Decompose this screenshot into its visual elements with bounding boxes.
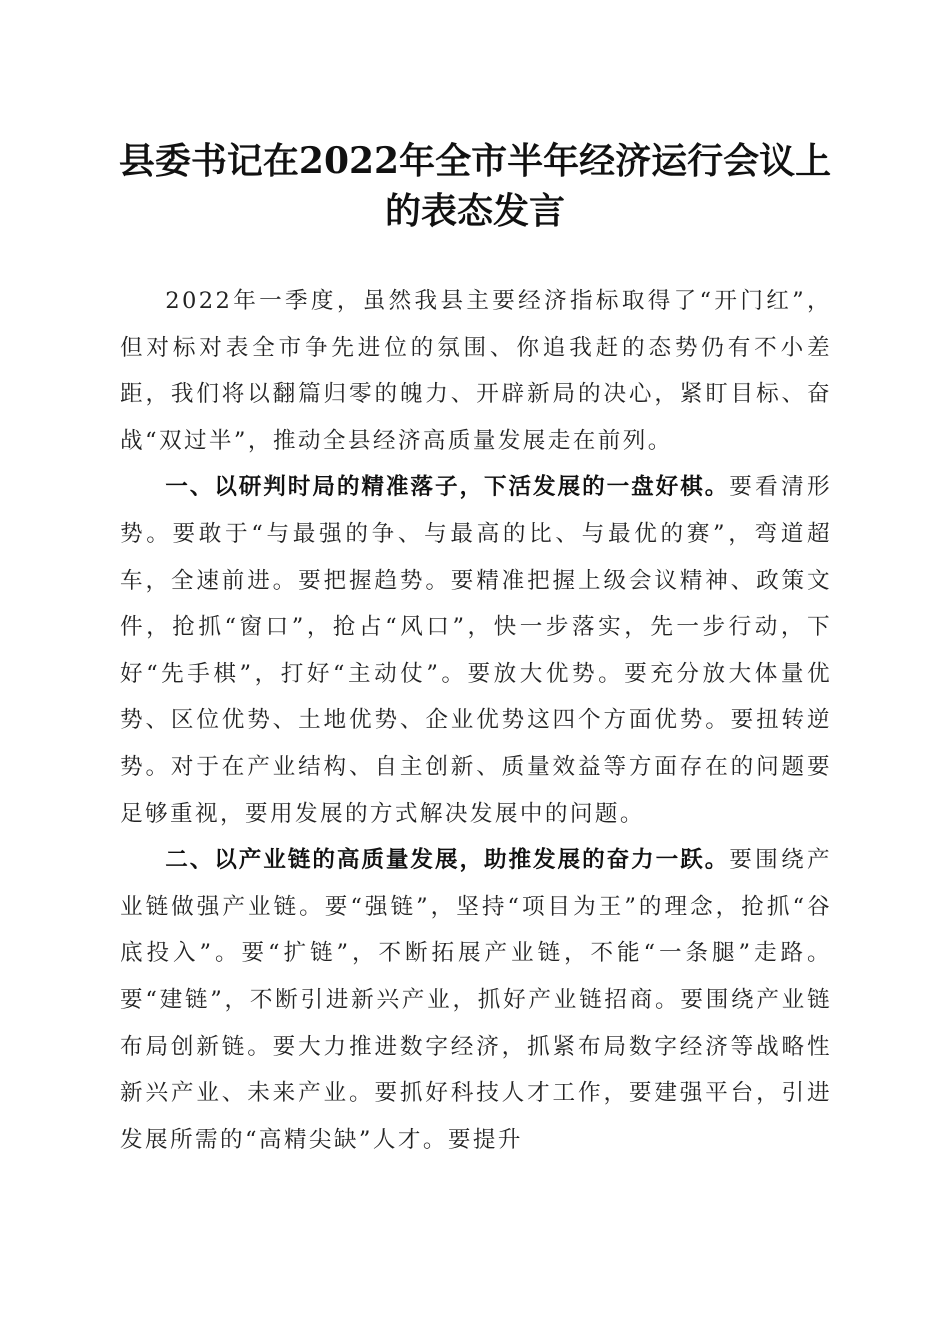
section-2-heading: 二、以产业链的高质量发展，助推发展的奋力一跃。 <box>165 847 730 874</box>
paragraph-section-2 <box>120 837 832 1163</box>
paragraph-intro <box>120 278 832 464</box>
paragraph-intro-text: 2022年一季度，虽然我县主要经济指标取得了“开门红”，但对标对表全市争先进位的氛围、你追我赶的态势仍有不小差距，我们将以翻篇归零的魄力、开辟新局的决心，紧盯目标、奋战“双过半”，推动全县经济高质量发展走在前列。 <box>120 288 832 454</box>
section-1-heading: 一、以研判时局的精准落子，下活发展的一盘好棋。 <box>165 474 730 501</box>
section-1-text: 要看清形势。要敢于“与最强的争、与最高的比、与最优的赛”，弯道超车，全速前进。要把握趋势。要精准把握上级会议精神、政策文件，抢抓“窗口”，抢占“风口”，快一步落实，先一步行动，下好“先手棋”，打好“主动仗”。要放大优势。要充分放大体量优势、区位优势、土地优势、企业优势这四个方面优势。要扭转逆势。对于在产业结构、自主创新、质量效益等方面存在的问题要足够重视，要用发展的方式解决发展中的问题。 <box>120 474 832 827</box>
document-title: 县委书记在2022年全市半年经济运行会议上的表态发言 <box>118 140 832 232</box>
document-body <box>120 278 832 1163</box>
paragraph-section-1 <box>120 464 832 837</box>
section-2-text: 要围绕产业链做强产业链。要“强链”，坚持“项目为王”的理念，抢抓“谷底投入”。要“扩链”，不断拓展产业链，不能“一条腿”走路。要“建链”，不断引进新兴产业，抓好产业链招商。要围绕产业链布局创新链。要大力推进数字经济，抓紧布局数字经济等战略性新兴产业、未来产业。要抓好科技人才工作，要建强平台，引进发展所需的“高精尖缺”人才。要提升 <box>120 847 832 1153</box>
